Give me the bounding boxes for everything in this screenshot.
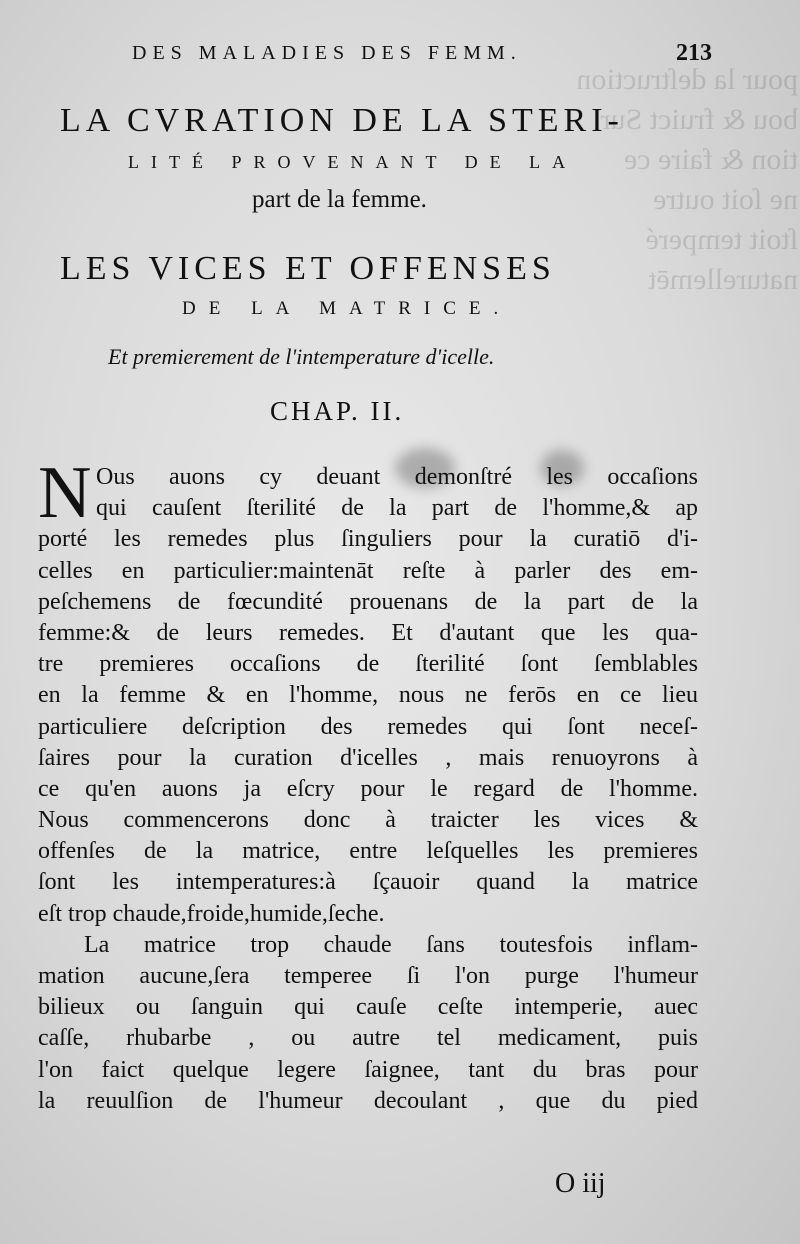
text-line: l'on faict quelque legere ſaignee, tant du bras pour: [38, 1056, 698, 1083]
text-line: tre premieres occaſions de ſterilité ſont ſemblables: [38, 651, 698, 678]
text-line: peſchemens de fœcundité prouenans de la part de la: [38, 588, 698, 615]
text-line: La matrice trop chaude ſans toutesfois inflam-: [84, 931, 698, 958]
running-title: DES MALADIES DES FEMM.: [132, 42, 522, 64]
text-line: caſſe, rhubarbe , ou autre tel medicament, puis: [38, 1025, 698, 1052]
text-line: eſt trop chaude,froide,humide,ſeche.: [38, 900, 385, 927]
text-line: la reuulſion de l'humeur decoulant , que du pied: [38, 1087, 698, 1114]
subheading: Et premierement de l'intemperature d'icelle.: [108, 344, 495, 369]
text-line: Ous auons cy deuant demonſtré les occaſions: [96, 464, 698, 490]
text-line: femme:& de leurs remedes. Et d'autant que les qua-: [38, 619, 698, 646]
text-line: ce qu'en auons ja eſcry pour le regard de l'homme.: [38, 775, 698, 802]
show-through-text: pour la deſtruction bou & fruict Sur tion & faire ce ne ſoit outre ſtoit temperé naturellemēt: [576, 63, 798, 296]
text-line: particuliere deſcription des remedes qui ſont neceſ-: [38, 713, 698, 740]
text-line: offenſes de la matrice, entre leſquelles les premieres: [38, 838, 698, 865]
text-line: celles en particulier:maintenāt reſte à parler des em-: [38, 557, 698, 584]
signature-mark: O iij: [555, 1168, 606, 1199]
running-head: [132, 40, 712, 76]
text-line: ſaires pour la curation d'icelles , mais renuoyrons à: [38, 744, 698, 771]
body-text: [38, 452, 698, 1117]
chapter-title-line-1: LES VICES ET OFFENSES: [60, 250, 556, 287]
text-line: bilieux ou ſanguin qui cauſe ceſte intemperie, auec: [38, 994, 698, 1021]
page-number: 213: [676, 40, 712, 66]
drop-capital: N: [38, 452, 92, 534]
text-line: en la femme & en l'homme, nous ne ferōs en ce lieu: [38, 682, 698, 709]
text-line: ſont les intemperatures:à ſçauoir quand la matrice: [38, 869, 698, 896]
section-heading-line-3: part de la femme.: [252, 186, 427, 213]
section-heading-line-2: LITÉ PROVENANT DE LA: [128, 152, 578, 172]
chapter-title-line-2: DE LA MATRICE.: [182, 298, 512, 319]
text-line: mation aucune,ſera temperee ſi l'on purge l'humeur: [38, 963, 698, 989]
section-heading-line-1: LA CVRATION DE LA STERI-: [60, 102, 624, 139]
text-line: porté les remedes plus ſinguliers pour la curatiō d'i-: [38, 526, 698, 553]
text-line: qui cauſent ſterilité de la part de l'homme,& ap: [96, 495, 698, 522]
text-line: Nous commencerons donc à traicter les vices &: [38, 807, 698, 834]
chapter-number: CHAP. II.: [270, 396, 405, 426]
